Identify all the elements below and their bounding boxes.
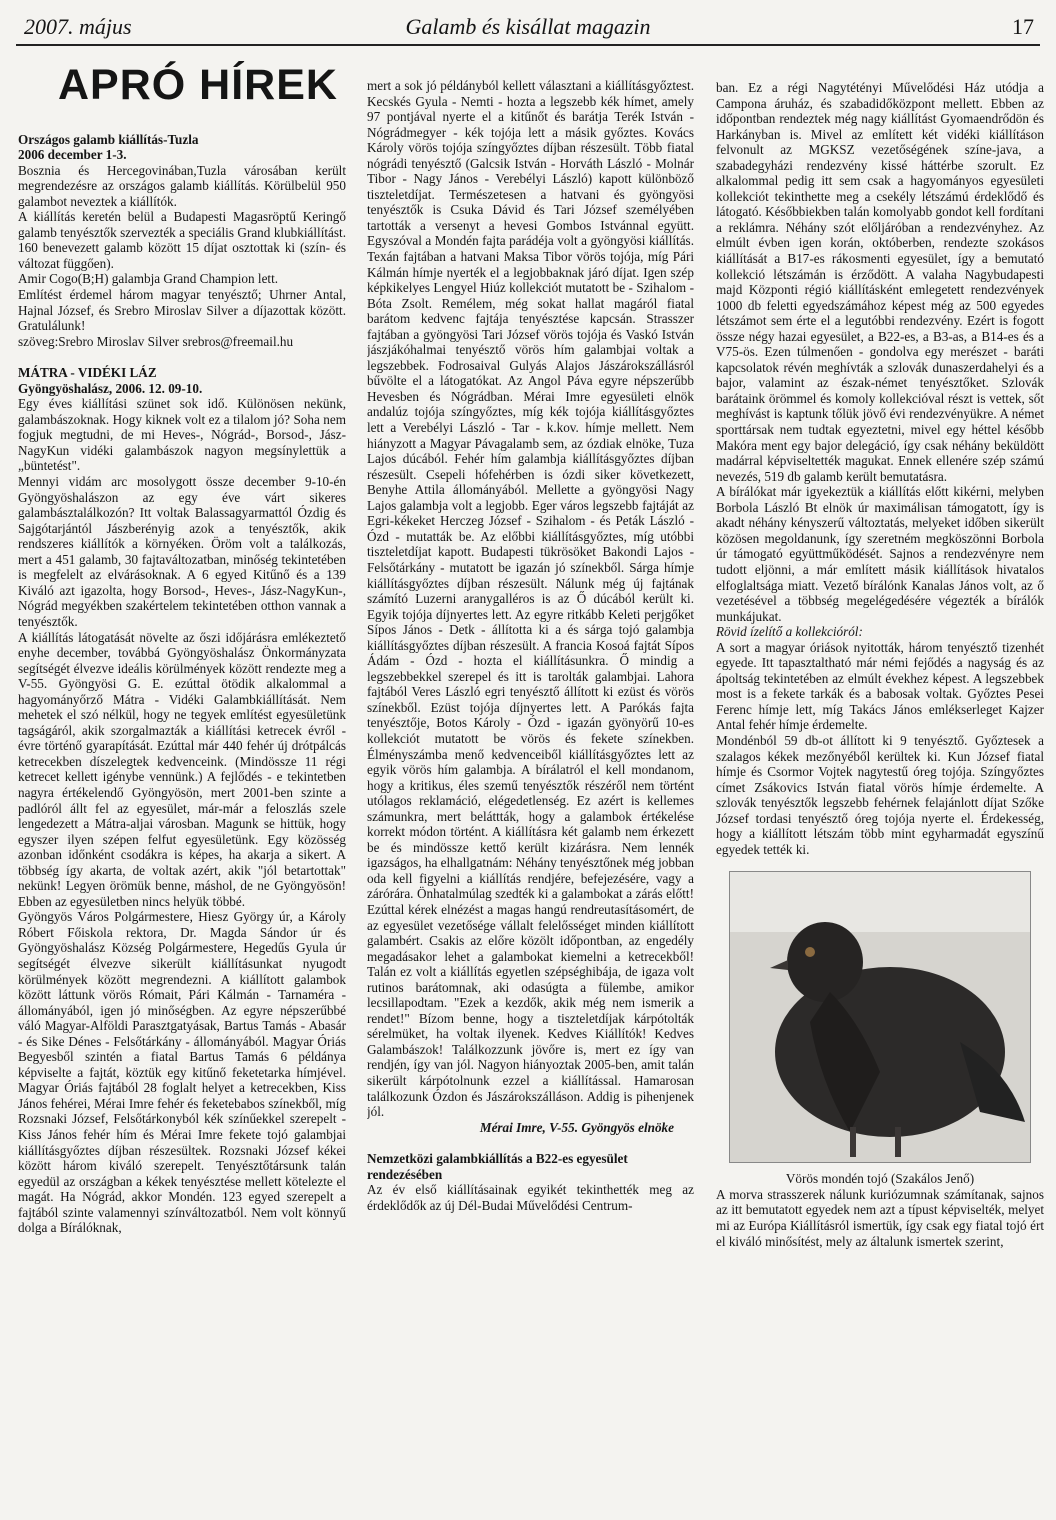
section-subtitle: 2006 december 1-3. <box>18 147 127 163</box>
column-3 <box>716 80 1044 1512</box>
paragraph: A bírálókat már igyekeztük a kiállítás előtt kikérni, melyben Borbola László Bt elnök úr maximálisan támogatott, így is akadt néhány kényszerű változtatás, melyeket időben sikerült közösen megoldanunk, így szeretném megköszönni Borbola úr támogató együttműködését. Sajnos a rendezvényre nem tudott eljönni, a már említett másik kiállítások hivatalos elfoglaltsága miatt. Vezető bírálónk Kanalas János volt, az ő vezetésével a többség megelégedésére végezték a bírálók munkájukat. <box>716 484 1044 624</box>
paragraph: Bosznia és Hercegovinában,Tuzla városában került megrendezésre az országos galamb kiállítás. Körülbelül 950 galambot neveztek a kiállítók. <box>18 162 346 209</box>
section-title: Nemzetközi galambkiállítás a B22-es egyesület rendezésében <box>367 1151 628 1182</box>
column-2 <box>367 78 694 1512</box>
section-title: Országos galamb kiállítás-Tuzla <box>18 131 199 147</box>
pigeon-photo <box>729 871 1031 1163</box>
author-credit: szöveg:Srebro Miroslav Silver srebros@freemail.hu <box>18 333 294 349</box>
paragraph: Mondénból 59 db-ot állított ki 9 tenyésztő. Győztesek a szalagos kékek mezőnyéből kerültek ki. Kun József fiatal hímje és Csormor Vojtek nagytestű óreg tojója. Színgyőztes címet Zsákovics István fiatal vörös hímje érdemelte. A szlovák tenyésztők legszebb fehérnek felajánlott díjat Szőke József tordasi tenyésztő óreg tojója nyerte el. Érdekesség, hogy a kiállított létszám több mint egyharmadát egyszínű egyedek tették ki. <box>716 732 1044 857</box>
signature: Mérai Imre, V-55. Gyöngyös elnöke <box>479 1119 674 1135</box>
section-title: MÁTRA - VIDÉKI LÁZ <box>18 365 157 381</box>
paragraph: A sort a magyar óriások nyitották, három tenyésztő tizenhét egyede. Itt tapasztaltható már némi fejődés a nagyság és az ápoltság tekintetében az elmúlt évekhez képest. A legszebbek most is a fekete tarkák és a babosak voltak. Győztes Pesei Ferenc hímje lett, míg Takács János emlékserleget Kajzer Antal fehér hímje érdemelte. <box>716 639 1044 733</box>
paragraph: Említést érdemel három magyar tenyésztő; Uhrner Antal, Hajnal József, és Srebro Miroslav Silver a díjazottak között. Gratulálunk! <box>18 287 346 334</box>
page-header <box>16 10 1040 46</box>
paragraph: Amir Cogo(B;H) galambja Grand Champion lett. <box>18 271 279 287</box>
issue-date: 2007. május <box>24 14 132 39</box>
paragraph: Az év első kiállításainak egyikét tekinthették meg az érdeklődők az új Dél-Budai Művelődési Centrum- <box>367 1182 694 1213</box>
subheading: Rövid ízelítő a kollekcióról: <box>716 624 863 640</box>
pigeon-illustration <box>730 872 1030 1162</box>
paragraph: Gyöngyös Város Polgármestere, Hiesz György úr, a Károly Róbert Főiskola rektora, Dr. Magda Sándor úr és Gyöngyöshalász Község Polgármestere, Hegedűs Gyula úr segítségét élvezve sikerült kiállításunkat nyugodt körülmények között megrendezni. A kiállított galambok között láttunk vörös Rómait, Pári Kálmán - Tarnaméra - állományából, igen jó minőségben. Az egyre népszerűbbé váló Magyar-Alföldi Parasztgatyásak, Bartus Tamás - Abasár - és Sike Dénes - Felsőtárkány - állományából. Magyar Óriás Begyesből szintén a fiatal Bartus Tamás 6 példánya képviselte a fajtát, köztük egy kitűnő feketetarka hímjével. Magyar Óriás fajtából 28 foglalt helyet a ketrecekben, Kiss János fehérei, Mérai Imre fehér és feketebabos színekből, míg Rozsnaki József, Felsőtárkonyból kék színűekkel szerepelt - Kiss János fehér hím és Mérai Imre fekete tojó galambjai kiállításgyőztes díjban részesültek. Rozsnaki József kékei között három kiváló szerepelt. Tenyésztőtársunk talán egyedül az országban a kékek tenyésztése mellett kötelezte el magát. Ha Nógrád, akkor Mondén. 123 egyed szerepelt a fajtából szinte valamennyi színváltozatból. Nem volt könnyű dolga a Bírálóknak, <box>18 909 346 1236</box>
section-subtitle: Gyöngyöshalász, 2006. 12. 09-10. <box>18 380 203 396</box>
page-title: APRÓ HÍREK <box>58 61 338 109</box>
paragraph: A kiállítás látogatását növelte az őszi időjárásra emlékeztető enyhe december, továbbá Gyöngyöshalász Önkormányzata segítségét élvezve ideális körülmények között rendezte meg a V-55. Gyöngyösi G. E. ezúttal ötödik alkalommal a hagyományőrző Mátra - Vidéki Galambkiállítását. Nem mehetek el szó nélkül, hogy ne tegyek említést egyesületünk tagságáról, akik szorgalmazták a kiállítási ketrecek évről - évre történő gyarapítását. Ezúttal már 440 fehér új drótpálcás ketrecekben díszelegtek kedvenceink. (Mindössze 11 régi ketrecet kellett igénybe vennünk.) A fejlődés - e tekintetben nagyra értékelendő Gyöngyösön, mert 2001-ben szinte a padlóról állt fel az egyesület, már-már a feloszlás szele lengedezett a Mátra-aljai városban. Magunk se hittük, hogy egyszer ilyen szépen felfut egyesületünk. Egy közösség azonban időnként csodákra is képes, ha akarja a sikert. A többség így akarta, de voltak azért, akik "jól betartottak" nekünk! Legyen örömük benne, máshol, de ne Gyöngyösön! Ebben az egyesületben nincs helyük többé. <box>18 629 346 909</box>
paragraph: A kiállítás keretén belül a Budapesti Magasröptű Keringő galamb tenyésztők szervezték a speciális Grand klubkiállítást. 160 benevezett galamb között 15 díjat osztottak ki (szín- és változat függően). <box>18 209 346 271</box>
paragraph: ban. Ez a régi Nagytétényi Művelődési Ház utódja a Campona áruház, és szabadidőközpont mellett. Ebben az időpontban rendeztek még nagy kiállítást Gyomaendrődön és Harkányban is. Mivel az említett két vidéki kiállításon felvonult az MGKSZ vezetőségének színe-java, a szabadegyházi rendezvény kissé háttérbe szorult. Ez alkalommal pedig itt sem csak a hagyományos egyesületi kollekciót tekinthette meg a csekély létszámú érdeklődő és látogató. Későbbiekben talán komolyabb gondot kell fordítani a reklámra. Néhány szót előljáróban a rendezvényhez. Az elmúlt évben igen korán, októberben, rendezte szokásos kiállítását a B17-es rákosmenti egyesület, így a bemutató kollekció létszámán is érződött. A valaha Nagybudapesti majd Központi régió kiállításként emlegetett rendezvények 1000 db feletti egyedszámához képest még az 500 egyedes létszámot sem érte el a legutóbbi rendezvény. Ezért is fogott össze négy hazai egyesület, a B22-es, a B3-as, a B14-es és a V75-ös. Ezen túlmenően - gondolva egy merészet - baráti kapcsolatok révén meghívták a szlovák dunaszerdahelyi és a bajor, valamint az észak-német tenyésztőket. Szlovák barátaink örömmel és komoly kollekcióval részt is vettek, sőt meghívást is kaptunk tőlük jövő évi rendezvényükre. A német sporttársak nem tudtak egyeztetni, mivel egy héttel később Makóra ment egy bajor delegáció, így csak néhány beküldött madárral képviseltették magukat. Ennek ellenére szép számú nevezés, 519 db galamb került bemutatásra. <box>716 80 1044 484</box>
magazine-title: Galamb és kisállat magazin <box>405 14 651 39</box>
paragraph: A morva strasszerek nálunk kuriózumnak számítanak, sajnos az itt bemutatott egyedek nem azt a típust képviselték, melyet mi az Európa Kiállításról ismertük, így csak egy fiatal tojó ért el kiváló minősítést, mely az általunk ismertek szerint, <box>716 1186 1044 1249</box>
paragraph: Mennyi vidám arc mosolygott össze december 9-10-én Gyöngyöshalászon az egy éve várt sikeres galambásztalálkozón? Itt voltak Balassagyarmattól Ózdig és Sajgótarjántól Jászberényig azok a tenyésztők, akik rendszeres kiállítók a környéken. Öröm volt a találkozás, mert a 451 galamb, 30 fajtaváltozatban, minőség tekintetében is megfelelt az elvárásoknak. A 6 egyed Kitűnő és a 139 Kiváló azt igazolta, hogy Borsod-, Heves-, Jász-NagyKun-, Nógrád megyékben szakértelem tekintetében otthon vannak a tenyésztők. <box>18 474 346 629</box>
paragraph: mert a sok jó példányból kellett választani a kiállításgyőztest. Kecskés Gyula - Nemti - hozta a legszebb kék hímet, amely 97 pontjával nyerte el a kitűnőt és barátja Terék István - Nógrádmegyer - kék tojója lett a másik győztes. Kovács Károly vörös tojója színgyőztes díjban részesült. Több fiatal nógrádi tenyésztő (Galcsik István - Horváth László - Molnár Tibor - Nagy János - Verebélyi László) kapott különböző tiszteletdíjat. Természetesen a hatvani és gyöngyösi tenyésztők is Csuka Dávid és Tari József személyében tartották a versenyt a hevesi Gombos Istvánnal együtt. Egyszóval a Mondén fajta parádéja volt a gyöngyösi kiállítás. Texán fajtában a hatvani Maksa Tibor vörös tojója, míg Pári Kálmán hímje nyerték el a legjobbaknak járó díjat. Igen szép képkikelyes Lengyel Hiúz kollekciót mutatott be - Szihalom - Bóta Zsolt. Remélem, még sokat hallat magáról fiatal barátom kedvenc fajtája tenyésztése kapcsán. Strasszer fajtában a gyöngyösi Tari József vörös tojója és Vaskó István jászjákóhalmai tenyésztő vörös hím galambjai voltak a legszebbek. Fodrosaival Gulyás Alajos Jászárokszállásról bűvölte el a látogatókat. Az Angol Páva egyre népszerűbb Hevesben és Nógrádban. Mérai Imre egyesületi elnök andalúz tojója színgyőztes, míg kék tojója kiállításgyőztes lett a Verebélyi László - Tar - k.kov. hímje mellett. Nem hiányzott a Magyar Pávagalamb sem, az ózdiak elnöke, Tuza Lajos dúcából. Fehér hím galambja kiállításgyőztes díjban részesült. Csepeli hófehérben is ózdi siker következett, Benyhe Attila állományából. Mellette a gyöngyösi Nagy Lajos galambja volt a legjobb. Eger város legszebb fajtáját az Egri-kékeket Herczeg József - Szihalom - és Peták László - Ózd - mutatták be. Az előbbi kiállításgyőztes, míg utóbbi tiszteletdíjat kapott. Budapesti tükrösöket Bakondi Lajos - Felsőtárkány - mutatott be igazán jó színekből. Sárga hímje kiállításgyőztes díjban részesült. Nálunk még új fajtának számító Luzerni aranygalléros is az Ő dúcából került ki. Egyik tojója díjnyertes lett. Az egyre ritkább Keleti perjgőket Sípos János - Detk - állította ki a és sárga tojó galambja kiállításgyőztes díjban részesült. A francia Kosoá fajtát Sípos Ádám - Ózd - hozta el kiállításunkra. Ő mindig a legszebbekkel szerepel és itt is tarolták galambjai. Lahora fajtából Veres László egri tenyésztő állított ki ezüst és vörös színekből. Ezüst tojója díjnyertes lett. A Parókás fajta tenyésztője, Botos Károly - Ózd - igazán gyönyörű 10-es kollekciót mutatott be vörös és fekete színekben. Élményszámba menő kedvenceiből kiállításgyőztes lett az egyik vörös hím galambja. A bírálatról el kell mondanom, hogy a kritikus, éles szemű tenyésztők részéről nem történt utólagos reklamáció, elégedetlenség. Ez azért is kellemes számunkra, mert beláttták, hogy a galambok értékelése korrekt módon történt. A kiállításra két galamb nem érkezett be és mindössze kettő került kizárásra. Nem lennék igazságos, ha elhallgatnám: Néhány tenyésztőnek még jobban oda kell figyelni a kiállítás rendjére, befejezésére, vagy a zárórára. Önhatalmúlag szedték ki a galambokat a zárás előtt! Ezúttal kérek elnézést a magas hangú rendreutasításomért, de az egyesület vezetősége vállalt felelősséget minden kiállított galambért. Csakis az előre közölt időpontban, az engedély megadásakor lehet a galambokat kiemelni a ketrecekből! Talán ez volt a kiállítás egyetlen szépséghibája, de igaza volt rutinos barátomnak, aki odasúgta a fülembe, amikor lecsillapodtam. "Ezek a kezdők, akik még nem ismerik a rendet!" Bízom benne, hogy a tiszteletdíjak kárpótolták sérelmüket, ha voltak ilyenek. Kedves Kiállítók! Kedves Galambászok! Találkozzunk jövőre is, mert ez így van rendjén, így van jól. Nagyon hiányoztak 2005-ben, amit talán sikerült kárpótolnunk ezzel a kiállítással. Hamarosan találkozunk Ózdon és Jászárokszálláson. Addig is pihenjenek jól. <box>367 78 694 1120</box>
paragraph: Egy éves kiállítási szünet sok idő. Különösen nekünk, galambászoknak. Hogy kiknek volt ez a tilalom jó? Soha nem fogjuk megtudni, de mi Heves-, Nógrád-, Borsod-, Jász-NagyKun vidéki galambászok nagyon megsínylettük a „büntetést". <box>18 396 346 474</box>
page-number: 17 <box>1012 14 1034 39</box>
photo-caption: Vörös mondén tojó (Szakálos Jenő) <box>785 1171 975 1187</box>
column-1 <box>18 60 346 1512</box>
